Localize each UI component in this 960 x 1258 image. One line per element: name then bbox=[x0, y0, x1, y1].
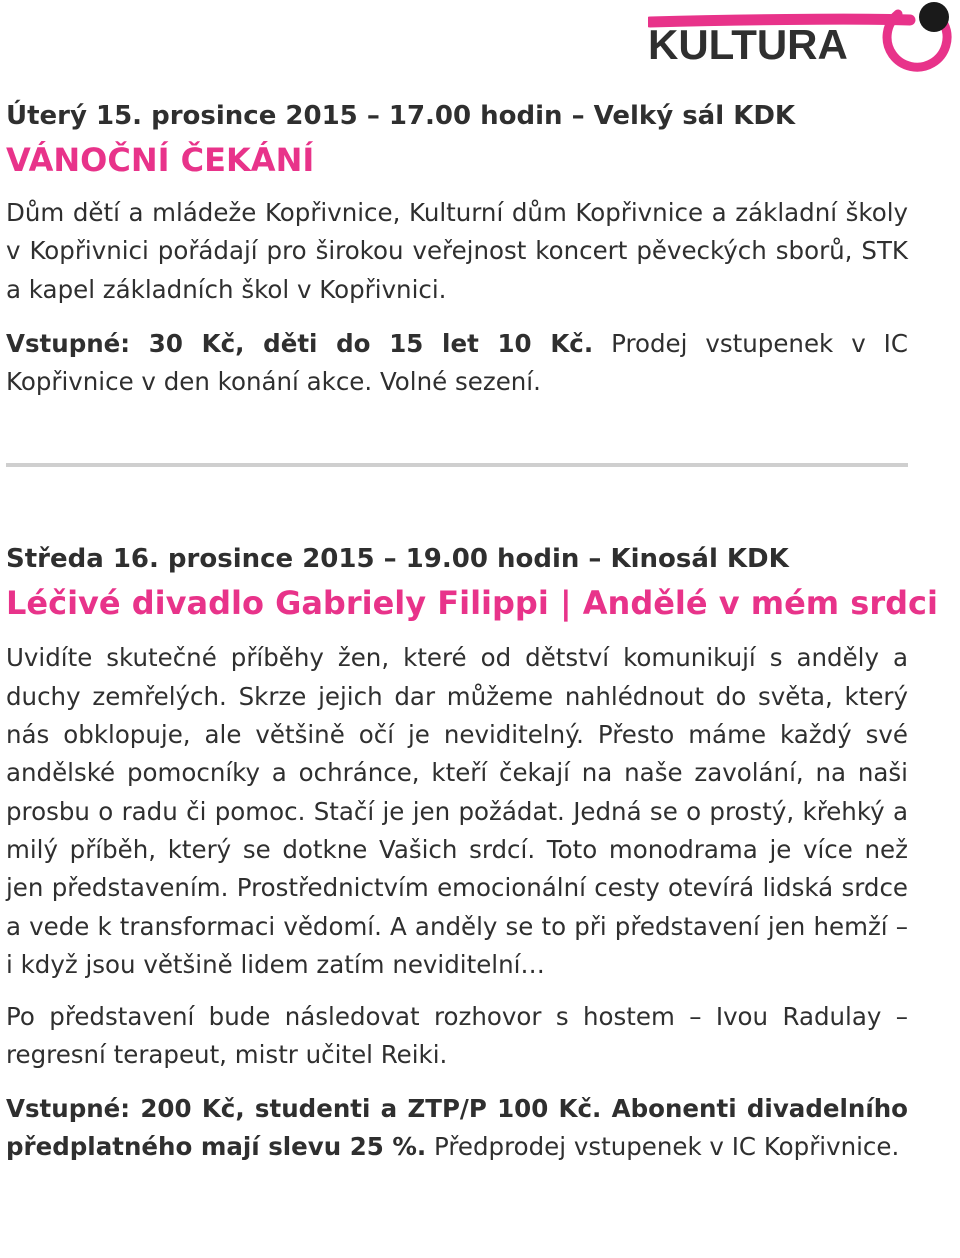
section-label: KULTURA bbox=[648, 21, 848, 68]
admission-price: Vstupné: 30 Kč, děti do 15 let 10 Kč. bbox=[6, 328, 594, 358]
event-admission bbox=[6, 325, 908, 402]
admission-price: Vstupné: 200 Kč, studenti a ZTP/P 100 Kč. Abonenti divadelního předplatného mají slevu 25 %. bbox=[6, 1093, 908, 1162]
event-title: Léčivé divadlo Gabriely Filippi | Andělé v mém srdci bbox=[6, 584, 938, 623]
event-description: Uvidíte skutečné příběhy žen, které od dětství komunikují s anděly a duchy zemřelých. Skrze jejich dar můžeme nahlédnout do světa, který nás obklopuje, ale většině očí je neviditelný. Přesto máme každý své andělské pomocníky a ochránce, kteří čekají na naše zavolání, na naši prosbu o radu či pomoc. Stačí je jen požádat. Jedná se o prostý, křehký a milý příběh, který se dotkne Vašich srdcí. Toto monodrama je více než jen představením. Prostřednictvím emocionální cesty otevírá lidská srdce a vede k transformaci vědomí. A anděly se to při představení jen hemží – i když jsou většině lidem zatím neviditelní… bbox=[6, 643, 908, 979]
event-meta: Středa 16. prosince 2015 – 19.00 hodin – Kinosál KDK bbox=[6, 544, 789, 575]
event-vanocni-cekani bbox=[6, 96, 908, 401]
section-divider bbox=[6, 463, 908, 467]
admission-info: Prodej vstupenek v IC Kopřivnice v den konání akce. Volné sezení. bbox=[6, 328, 908, 397]
event-lecive-divadlo bbox=[6, 539, 938, 1166]
event-title: VÁNOČNÍ ČEKÁNÍ bbox=[6, 141, 315, 179]
event-followup: Po představení bude následovat rozhovor s hostem – Ivou Radulay – regresní terapeut, mistr učitel Reiki. bbox=[6, 1002, 908, 1070]
event-meta: Úterý 15. prosince 2015 – 17.00 hodin – Velký sál KDK bbox=[6, 101, 796, 131]
admission-info: Předprodej vstupenek v IC Kopřivnice. bbox=[426, 1132, 900, 1162]
event-admission bbox=[6, 1090, 908, 1167]
page-content bbox=[6, 96, 938, 1166]
event-description: Dům dětí a mládeže Kopřivnice, Kulturní dům Kopřivnice a základní školy v Kopřivnici pořádají pro širokou veřejnost koncert pěveckých sborů, STK a kapel základních škol v Kopřivnici. bbox=[6, 198, 908, 304]
